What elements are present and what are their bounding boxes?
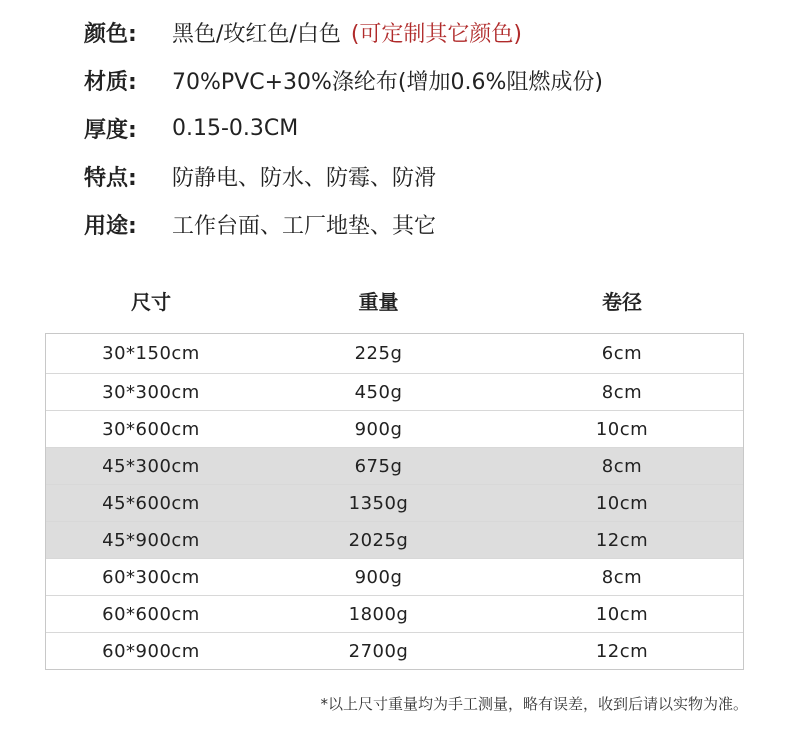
table-row [46, 373, 743, 410]
cell-roll: 10cm [595, 492, 649, 514]
spec-row-features [84, 152, 603, 200]
spec-label: 用途: [84, 213, 137, 239]
cell-weight: 2700g [348, 640, 409, 662]
cell-weight: 900g [354, 418, 403, 440]
spec-row-usage [84, 200, 603, 248]
cell-roll: 6cm [601, 343, 643, 364]
cell-size: 60*300cm [102, 566, 200, 588]
spec-label: 特点: [84, 165, 137, 191]
table-row [46, 410, 743, 447]
spec-value: 0.15-0.3CM [172, 115, 299, 141]
cell-weight: 450g [354, 381, 403, 403]
spec-label: 材质: [84, 69, 137, 95]
spec-row-color [84, 8, 603, 56]
table-row [46, 595, 743, 632]
cell-size: 45*600cm [102, 492, 200, 514]
table-row [46, 521, 743, 558]
cell-size: 30*150cm [102, 343, 200, 364]
spec-label: 厚度: [84, 117, 137, 143]
cell-roll: 12cm [595, 640, 649, 662]
cell-weight: 900g [354, 566, 403, 588]
spec-row-thickness [84, 104, 603, 152]
cell-roll: 8cm [601, 566, 643, 588]
cell-roll: 12cm [595, 529, 649, 551]
table-row [46, 334, 743, 373]
cell-size: 60*900cm [102, 640, 200, 662]
spec-row-material [84, 56, 603, 104]
cell-roll: 8cm [601, 381, 643, 403]
table-row [46, 558, 743, 595]
cell-weight: 675g [354, 455, 403, 477]
spec-list [84, 8, 603, 248]
spec-value: 70%PVC+30%涤纶布(增加0.6%阻燃成份) [172, 69, 603, 95]
cell-size: 30*300cm [102, 381, 200, 403]
size-table [45, 333, 744, 670]
cell-roll: 10cm [595, 418, 649, 440]
table-header [46, 280, 743, 320]
table-row [46, 484, 743, 521]
spec-value: 防静电、防水、防霉、防滑 [172, 165, 437, 191]
spec-value: 工作台面、工厂地垫、其它 [172, 213, 437, 239]
cell-roll: 8cm [601, 455, 643, 477]
cell-roll: 10cm [595, 603, 649, 625]
table-row [46, 447, 743, 484]
spec-label: 颜色: [84, 21, 137, 47]
header-size: 尺寸 [131, 289, 171, 314]
cell-size: 45*900cm [102, 529, 200, 551]
header-roll-diameter: 卷径 [602, 289, 642, 314]
cell-weight: 2025g [348, 529, 409, 551]
cell-size: 30*600cm [102, 418, 200, 440]
header-weight: 重量 [358, 289, 399, 314]
cell-size: 60*600cm [102, 603, 200, 625]
cell-weight: 1800g [348, 603, 409, 625]
cell-weight: 1350g [348, 492, 409, 514]
cell-weight: 225g [354, 343, 403, 364]
table-row [46, 632, 743, 669]
spec-note: (可定制其它颜色) [350, 21, 522, 47]
spec-value: 黑色/玫红色/白色 [172, 21, 341, 47]
measurement-footnote: *以上尺寸重量均为手工测量，略有误差，收到后请以实物为准。 [320, 695, 748, 713]
cell-size: 45*300cm [102, 455, 200, 477]
